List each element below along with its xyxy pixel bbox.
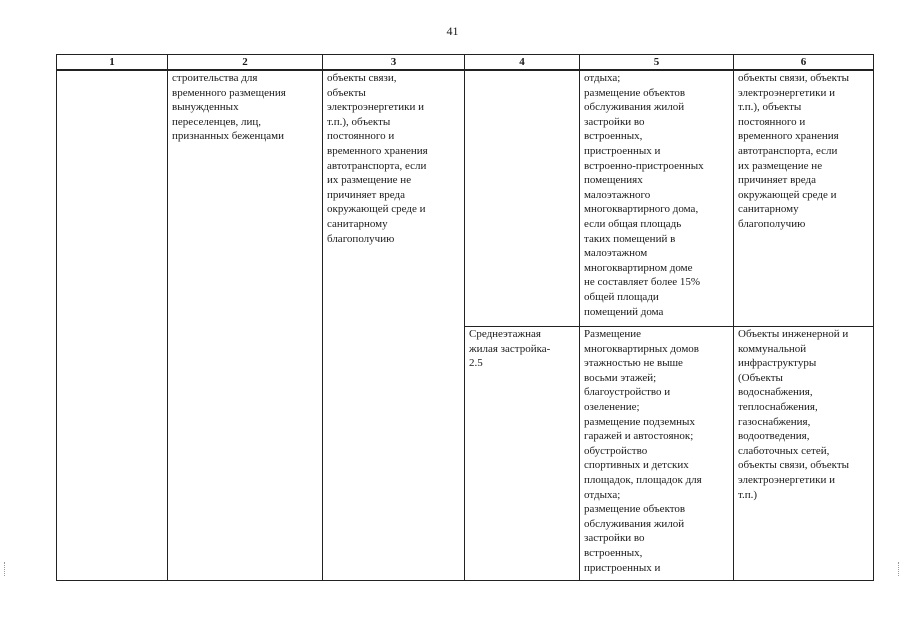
land-use-table xyxy=(56,54,874,581)
scan-edge-mark-right xyxy=(898,562,902,576)
table-header-row xyxy=(57,55,874,71)
cell-col-1 xyxy=(57,70,168,581)
cell-col-6: Объекты инженерной и коммунальной инфраструктуры (Объекты водоснабжения, теплоснабжения, газоснабжения, водоотведения, слаботочных сетей, объекты связи, объекты электроэнергетики и т.п.) xyxy=(734,327,874,581)
scan-edge-mark-left xyxy=(4,562,8,576)
cell-col-2: строительства для временного размещения вынужденных переселенцев, лиц, признанных беженцами xyxy=(168,70,323,581)
header-col-5: 5 xyxy=(580,55,734,71)
header-col-3: 3 xyxy=(323,55,465,71)
header-col-1: 1 xyxy=(57,55,168,71)
cell-col-4 xyxy=(465,70,580,327)
cell-col-6: объекты связи, объекты электроэнергетики и т.п.), объекты постоянного и временного хранения автотранспорта, если их размещение не причиняет вреда окружающей среде и санитарному благополучию xyxy=(734,70,874,327)
header-col-6: 6 xyxy=(734,55,874,71)
cell-col-4: Среднеэтажная жилая застройка- 2.5 xyxy=(465,327,580,581)
table-row xyxy=(57,70,874,327)
header-col-4: 4 xyxy=(465,55,580,71)
page-number: 41 xyxy=(446,24,459,38)
cell-col-5: Размещение многоквартирных домов этажностью не выше восьми этажей; благоустройство и озеленение; размещение подземных гаражей и автостоянок; обустройство спортивных и детских площадок, площадок для отдыха; размещение объектов обслуживания жилой застройки во встроенных, пристроенных и xyxy=(580,327,734,581)
header-col-2: 2 xyxy=(168,55,323,71)
cell-col-3: объекты связи, объекты электроэнергетики и т.п.), объекты постоянного и временного хранения автотранспорта, если их размещение не причиняет вреда окружающей среде и санитарному благополучию xyxy=(323,70,465,581)
cell-col-5: отдыха; размещение объектов обслуживания жилой застройки во встроенных, пристроенных и встроенно-пристроенных помещениях малоэтажного многоквартирного дома, если общая площадь таких помещений в малоэтажном многоквартирном доме не составляет более 15% общей площади помещений дома xyxy=(580,70,734,327)
